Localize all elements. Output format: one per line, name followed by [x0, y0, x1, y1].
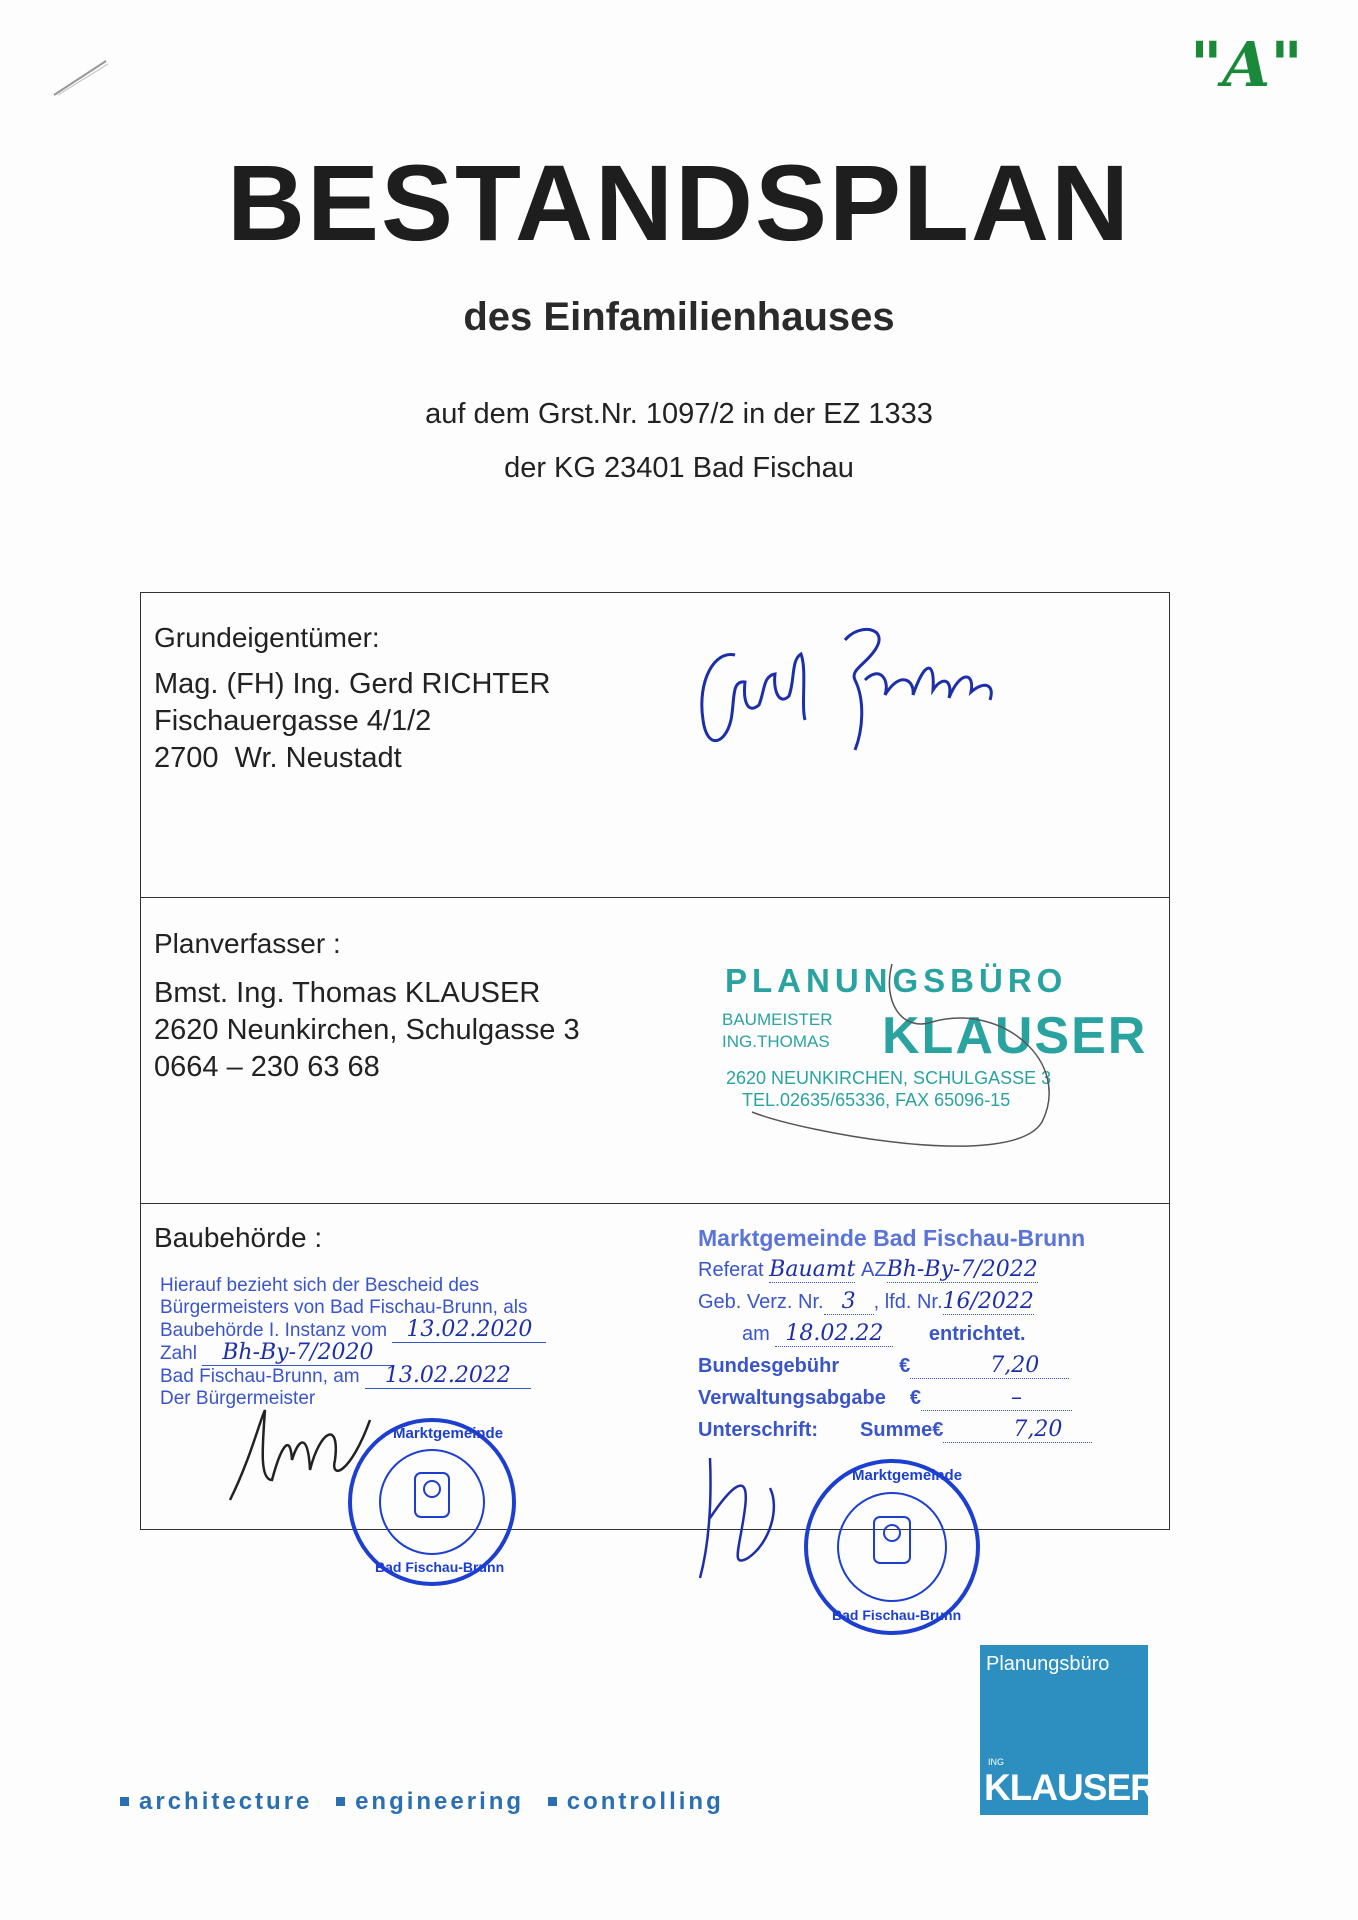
logo-top-text: Planungsbüro — [986, 1653, 1110, 1675]
location-line-1: auf dem Grst.Nr. 1097/2 in der EZ 1333 — [425, 398, 933, 430]
fee-date-row: am 18.02.22 entrichtet. — [742, 1321, 1026, 1346]
fee-lfd-value: 16/2022 — [942, 1289, 1034, 1314]
logo-name-text: KLAUSER — [984, 1767, 1156, 1808]
fee-verw-value: – — [921, 1385, 1072, 1411]
stamp-overstrike — [722, 962, 1122, 1162]
slogan-engineering: engineering — [355, 1788, 525, 1815]
pencil-mark — [50, 55, 110, 100]
fee-verw-row: Verwaltungsabgabe € – — [698, 1382, 1148, 1414]
planner-label: Planverfasser : — [154, 928, 341, 959]
owner-address: Mag. (FH) Ing. Gerd RICHTER Fischauergasse 4/1/2 2700 Wr. Neustadt — [154, 668, 551, 774]
stamp-phone: TEL.02635/65336, FAX 65096-15 — [742, 1090, 1011, 1110]
fee-referat-value: Bauamt — [769, 1257, 856, 1282]
bullet-icon — [548, 1797, 557, 1806]
decision-line-2: Bürgermeisters von Bad Fischau-Brunn, als — [160, 1297, 528, 1318]
bullet-icon — [120, 1797, 129, 1806]
fee-referat-row: Referat Bauamt AZBh-By-7/2022 — [698, 1257, 1038, 1282]
fee-stamp — [698, 1222, 1148, 1452]
stamp-small-2: ING.THOMAS — [722, 1032, 830, 1051]
fee-bund-row: Bundesgebühr € 7,20 — [698, 1350, 1148, 1382]
stamp-small-1: BAUMEISTER — [722, 1010, 833, 1029]
fee-stamp-header: Marktgemeinde Bad Fischau-Brunn — [698, 1225, 1086, 1251]
fee-summe-row: Unterschrift: Summe€ 7,20 — [698, 1414, 1148, 1446]
seal-right-bottom-text: Bad Fischau-Brunn — [832, 1607, 962, 1623]
company-logo — [980, 1645, 1156, 1815]
seal-right-top-text: Marktgemeinde — [852, 1467, 963, 1484]
logo-ing-text: ING — [988, 1757, 1005, 1767]
decision-number: Bh-By-7/2020 — [202, 1340, 393, 1366]
handwritten-mark-a: "A" — [1190, 28, 1303, 101]
page-title: BESTANDSPLAN — [226, 142, 1132, 263]
stamp-name: KLAUSER — [882, 1007, 1148, 1065]
owner-label: Grundeigentümer: — [154, 622, 380, 653]
stamp-address: 2620 NEUNKIRCHEN, SCHULGASSE 3 — [726, 1068, 1052, 1088]
bullet-icon — [336, 1797, 345, 1806]
clerk-signature — [690, 1448, 800, 1588]
decision-signed-date: 13.02.2022 — [365, 1363, 531, 1389]
decision-line-6: Der Bürgermeister — [160, 1388, 316, 1409]
fee-az-value: Bh-By-7/2022 — [886, 1257, 1038, 1282]
planner-address: Bmst. Ing. Thomas KLAUSER 2620 Neunkirchen, Schulgasse 3 0664 – 230 63 68 — [154, 977, 580, 1083]
decision-line-3: Baubehörde I. Instanz vom 13.02.2020 — [160, 1319, 640, 1342]
fee-geb-value: 3 — [824, 1289, 874, 1315]
slogan-controlling: controlling — [566, 1788, 724, 1815]
municipal-seal-right — [800, 1455, 985, 1640]
decision-line-4: Zahl Bh-By-7/2020 — [160, 1342, 640, 1365]
decision-line-5: Bad Fischau-Brunn, am 13.02.2022 — [160, 1365, 640, 1388]
planner-stamp — [722, 962, 1148, 1122]
owner-signature — [685, 610, 1015, 760]
authority-label: Baubehörde : — [154, 1222, 323, 1253]
municipal-seal-left — [345, 1415, 520, 1590]
fee-date-value: 18.02.22 — [775, 1321, 893, 1347]
decision-line-1: Hierauf bezieht sich der Bescheid des — [160, 1275, 479, 1296]
fee-summe-value: 7,20 — [943, 1417, 1092, 1443]
stamp-line-planungsbuero: PLANUNGSBÜRO — [725, 962, 1068, 999]
fee-geb-row: Geb. Verz. Nr. 3 , lfd. Nr.16/2022 — [698, 1289, 1034, 1314]
location-line-2: der KG 23401 Bad Fischau — [504, 452, 854, 484]
seal-top-text: Marktgemeinde — [393, 1425, 504, 1442]
slogan-architecture: architecture — [139, 1788, 313, 1815]
decision-date: 13.02.2020 — [392, 1317, 546, 1343]
fee-bund-value: 7,20 — [910, 1353, 1069, 1379]
row-divider-1 — [140, 897, 1170, 898]
footer-slogan — [120, 1788, 724, 1816]
row-divider-2 — [140, 1203, 1170, 1204]
seal-bottom-text: Bad Fischau-Brunn — [375, 1559, 505, 1575]
page-subtitle: des Einfamilienhauses — [463, 295, 895, 339]
